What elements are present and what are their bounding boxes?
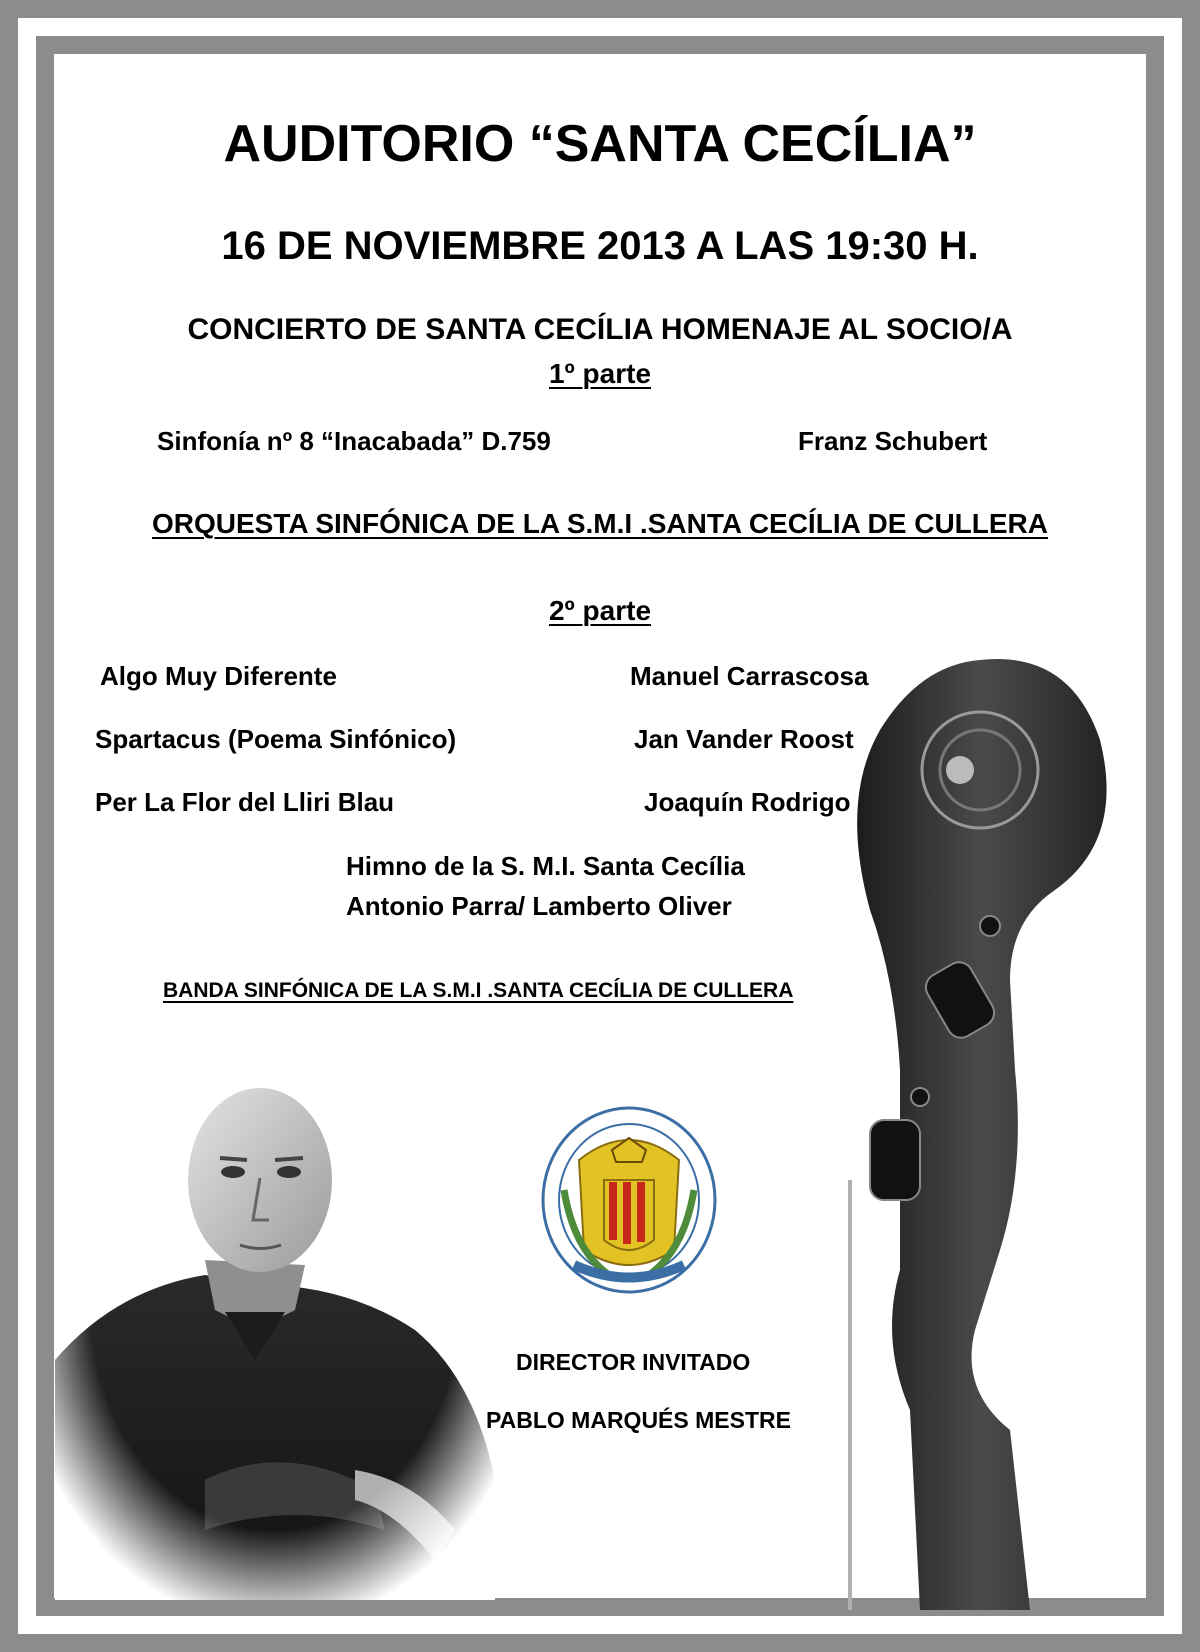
cello-scroll-image bbox=[840, 650, 1140, 1610]
director-name: PABLO MARQUÉS MESTRE bbox=[486, 1407, 791, 1433]
part1-work-title: Sinfonía nº 8 “Inacabada” D.759 bbox=[157, 426, 551, 456]
venue-title: AUDITORIO “SANTA CECÍLIA” bbox=[223, 115, 977, 173]
part2-work-title: Algo Muy Diferente bbox=[100, 661, 337, 691]
orchestra-name: ORQUESTA SINFÓNICA DE LA S.M.I .SANTA CECÍLIA DE CULLERA bbox=[152, 508, 1048, 539]
society-crest-logo bbox=[534, 1100, 724, 1300]
band-name: BANDA SINFÓNICA DE LA S.M.I .SANTA CECÍLIA DE CULLERA bbox=[163, 979, 794, 1002]
part1-composer: Franz Schubert bbox=[798, 426, 988, 456]
director-label: DIRECTOR INVITADO bbox=[516, 1349, 751, 1375]
part2-work-composer: Jan Vander Roost bbox=[634, 724, 854, 754]
part2-work-composer: Joaquín Rodrigo bbox=[644, 787, 851, 817]
hymn-title: Himno de la S. M.I. Santa Cecília bbox=[346, 851, 745, 881]
concert-name: CONCIERTO DE SANTA CECÍLIA HOMENAJE AL SOCIO/A bbox=[187, 313, 1013, 346]
part1-heading: 1º parte bbox=[548, 358, 652, 389]
part2-work-composer: Manuel Carrascosa bbox=[630, 661, 869, 691]
part2-heading: 2º parte bbox=[548, 595, 652, 626]
conductor-portrait bbox=[55, 1060, 495, 1600]
event-date: 16 DE NOVIEMBRE 2013 A LAS 19:30 H. bbox=[221, 224, 979, 268]
part2-work-title: Per La Flor del Lliri Blau bbox=[95, 787, 395, 817]
part2-work-title: Spartacus (Poema Sinfónico) bbox=[95, 724, 457, 754]
hymn-composers: Antonio Parra/ Lamberto Oliver bbox=[346, 891, 732, 921]
